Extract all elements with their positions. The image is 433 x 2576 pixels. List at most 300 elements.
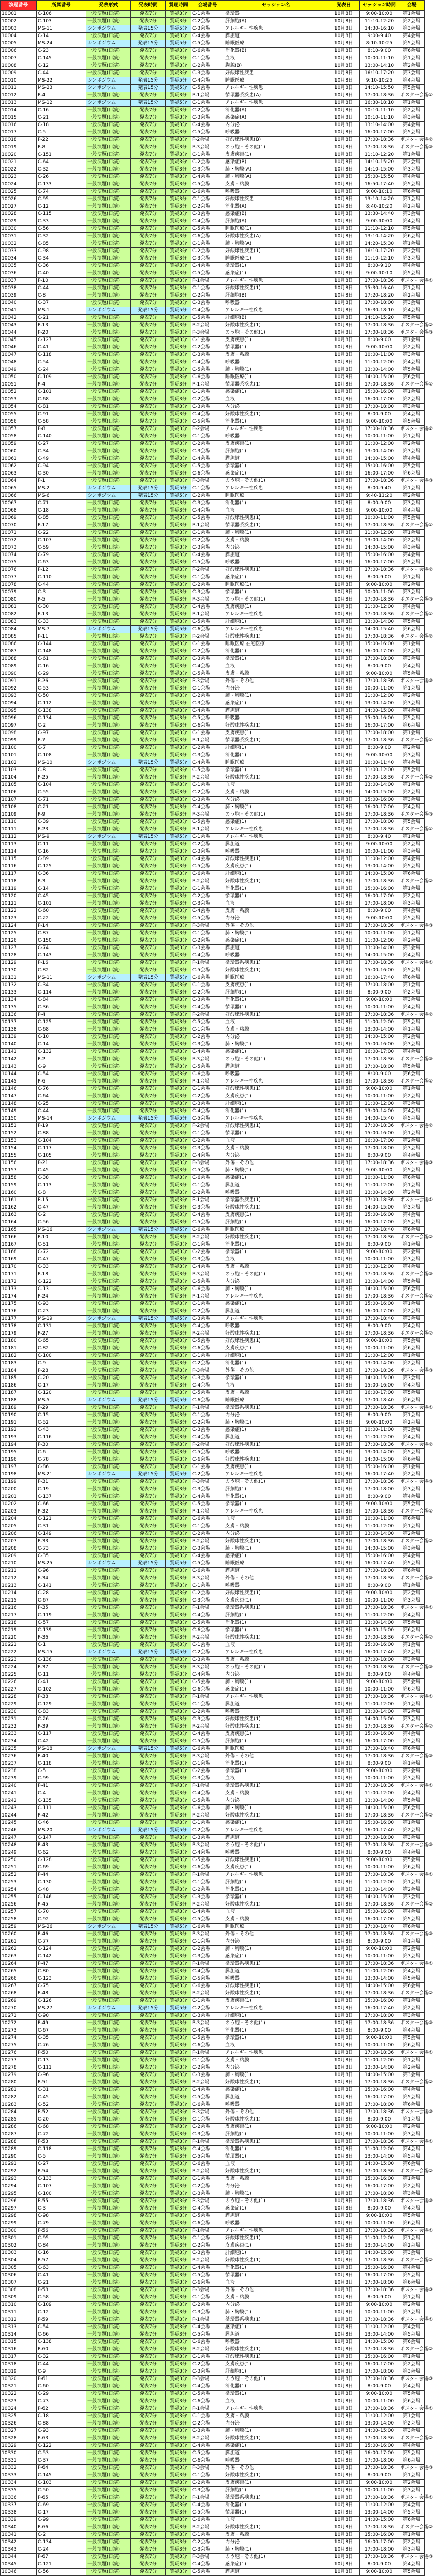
- table-row[interactable]: [1, 863, 425, 871]
- table-row[interactable]: [1, 1323, 425, 1330]
- table-row[interactable]: [1, 1019, 425, 1026]
- table-row[interactable]: [1, 2042, 425, 2050]
- table-row[interactable]: [1, 2205, 425, 2213]
- table-row[interactable]: [1, 1716, 425, 1723]
- table-row[interactable]: [1, 1842, 425, 1849]
- table-row[interactable]: [1, 411, 425, 418]
- table-row[interactable]: [1, 285, 425, 292]
- table-row[interactable]: [1, 226, 425, 233]
- table-row[interactable]: [1, 2368, 425, 2376]
- table-row[interactable]: [1, 1686, 425, 1694]
- table-row[interactable]: [1, 344, 425, 352]
- table-row[interactable]: [1, 1783, 425, 1790]
- table-row[interactable]: [1, 1768, 425, 1775]
- table-row[interactable]: [1, 596, 425, 604]
- table-row[interactable]: [1, 1219, 425, 1227]
- table-row[interactable]: [1, 730, 425, 737]
- table-row[interactable]: [1, 1998, 425, 2005]
- table-row[interactable]: [1, 366, 425, 374]
- table-row[interactable]: [1, 797, 425, 804]
- table-row[interactable]: [1, 960, 425, 967]
- table-row[interactable]: [1, 1797, 425, 1805]
- table-row[interactable]: [1, 515, 425, 522]
- table-row[interactable]: [1, 945, 425, 952]
- table-row[interactable]: [1, 2391, 425, 2398]
- table-row[interactable]: [1, 1427, 425, 1434]
- table-row[interactable]: [1, 1330, 425, 1338]
- table-row[interactable]: [1, 1316, 425, 1323]
- table-row[interactable]: [1, 1679, 425, 1686]
- table-row[interactable]: [1, 2228, 425, 2235]
- table-row[interactable]: [1, 1071, 425, 1078]
- table-row[interactable]: [1, 374, 425, 381]
- table-row[interactable]: [1, 2324, 425, 2331]
- table-row[interactable]: [1, 485, 425, 493]
- table-row[interactable]: [1, 478, 425, 485]
- table-row[interactable]: [1, 2072, 425, 2079]
- table-row[interactable]: [1, 233, 425, 240]
- table-row[interactable]: [1, 1493, 425, 1501]
- table-row[interactable]: [1, 2554, 425, 2561]
- table-row[interactable]: [1, 1938, 425, 1946]
- table-row[interactable]: [1, 1108, 425, 1115]
- table-row[interactable]: [1, 352, 425, 359]
- table-row[interactable]: [1, 1872, 425, 1879]
- table-row[interactable]: [1, 455, 425, 463]
- table-row[interactable]: [1, 1612, 425, 1620]
- table-row[interactable]: [1, 1382, 425, 1390]
- table-row[interactable]: [1, 915, 425, 923]
- table-row[interactable]: [1, 11, 425, 18]
- table-row[interactable]: [1, 1278, 425, 1286]
- table-row[interactable]: [1, 782, 425, 789]
- table-row[interactable]: [1, 2443, 425, 2450]
- table-row[interactable]: [1, 1434, 425, 1442]
- table-row[interactable]: [1, 1975, 425, 1983]
- table-row[interactable]: [1, 1012, 425, 1019]
- table-row[interactable]: [1, 559, 425, 567]
- table-row[interactable]: [1, 85, 425, 92]
- table-row[interactable]: [1, 1486, 425, 1493]
- table-row[interactable]: [1, 1167, 425, 1175]
- table-row[interactable]: [1, 544, 425, 552]
- table-row[interactable]: [1, 1523, 425, 1531]
- table-row[interactable]: [1, 2213, 425, 2220]
- table-row[interactable]: [1, 507, 425, 515]
- table-row[interactable]: [1, 1093, 425, 1101]
- table-row[interactable]: [1, 1916, 425, 1924]
- table-row[interactable]: [1, 1657, 425, 1664]
- table-row[interactable]: [1, 811, 425, 819]
- table-row[interactable]: [1, 1375, 425, 1382]
- table-row[interactable]: [1, 1642, 425, 1649]
- header-session-name[interactable]: セッション名: [224, 1, 328, 11]
- table-row[interactable]: [1, 2494, 425, 2502]
- table-row[interactable]: [1, 2190, 425, 2198]
- table-row[interactable]: [1, 1560, 425, 1568]
- table-row[interactable]: [1, 819, 425, 826]
- table-row[interactable]: [1, 1886, 425, 1894]
- table-row[interactable]: [1, 1990, 425, 1998]
- table-row[interactable]: [1, 2539, 425, 2546]
- table-row[interactable]: [1, 463, 425, 470]
- table-row[interactable]: [1, 25, 425, 33]
- table-row[interactable]: [1, 278, 425, 285]
- table-row[interactable]: [1, 1464, 425, 1471]
- table-row[interactable]: [1, 129, 425, 137]
- table-row[interactable]: [1, 470, 425, 478]
- table-row[interactable]: [1, 2146, 425, 2153]
- table-row[interactable]: [1, 181, 425, 189]
- table-row[interactable]: [1, 1582, 425, 1590]
- table-row[interactable]: [1, 1909, 425, 1916]
- table-row[interactable]: [1, 1709, 425, 1716]
- table-row[interactable]: [1, 159, 425, 166]
- table-row[interactable]: [1, 1575, 425, 1582]
- table-row[interactable]: [1, 166, 425, 174]
- table-row[interactable]: [1, 2027, 425, 2035]
- table-row[interactable]: [1, 1456, 425, 1464]
- table-row[interactable]: [1, 2272, 425, 2279]
- table-row[interactable]: [1, 908, 425, 915]
- header-qa-time[interactable]: 質疑時間: [166, 1, 191, 11]
- table-row[interactable]: [1, 759, 425, 767]
- table-row[interactable]: [1, 1063, 425, 1071]
- table-row[interactable]: [1, 381, 425, 389]
- table-row[interactable]: [1, 1968, 425, 1975]
- table-row[interactable]: [1, 2569, 425, 2576]
- table-row[interactable]: [1, 722, 425, 730]
- table-row[interactable]: [1, 1664, 425, 1671]
- table-row[interactable]: [1, 2354, 425, 2361]
- table-row[interactable]: [1, 2168, 425, 2176]
- table-row[interactable]: [1, 1004, 425, 1012]
- table-row[interactable]: [1, 2546, 425, 2554]
- table-row[interactable]: [1, 493, 425, 500]
- table-row[interactable]: [1, 144, 425, 151]
- table-row[interactable]: [1, 211, 425, 218]
- table-row[interactable]: [1, 530, 425, 537]
- table-row[interactable]: [1, 2257, 425, 2265]
- table-row[interactable]: [1, 1694, 425, 1701]
- table-row[interactable]: [1, 315, 425, 322]
- table-row[interactable]: [1, 77, 425, 85]
- table-row[interactable]: [1, 2346, 425, 2354]
- table-row[interactable]: [1, 589, 425, 596]
- table-row[interactable]: [1, 2517, 425, 2524]
- table-row[interactable]: [1, 2524, 425, 2532]
- table-row[interactable]: [1, 848, 425, 856]
- table-row[interactable]: [1, 700, 425, 708]
- table-row[interactable]: [1, 1041, 425, 1049]
- table-row[interactable]: [1, 500, 425, 507]
- table-row[interactable]: [1, 552, 425, 559]
- header-session-time[interactable]: セッション時間: [360, 1, 399, 11]
- table-row[interactable]: [1, 693, 425, 700]
- table-row[interactable]: [1, 1056, 425, 1063]
- table-row[interactable]: [1, 789, 425, 797]
- table-row[interactable]: [1, 1471, 425, 1479]
- table-row[interactable]: [1, 1634, 425, 1642]
- table-row[interactable]: [1, 2302, 425, 2309]
- table-row[interactable]: [1, 871, 425, 878]
- table-row[interactable]: [1, 18, 425, 25]
- table-row[interactable]: [1, 804, 425, 811]
- table-row[interactable]: [1, 2153, 425, 2161]
- table-row[interactable]: [1, 2087, 425, 2094]
- table-row[interactable]: [1, 2398, 425, 2405]
- table-row[interactable]: [1, 92, 425, 100]
- table-row[interactable]: [1, 1835, 425, 1842]
- table-row[interactable]: [1, 2532, 425, 2539]
- table-row[interactable]: [1, 1775, 425, 1783]
- table-row[interactable]: [1, 2220, 425, 2228]
- table-row[interactable]: [1, 670, 425, 678]
- table-row[interactable]: [1, 1390, 425, 1397]
- table-row[interactable]: [1, 122, 425, 129]
- table-row[interactable]: [1, 2124, 425, 2131]
- table-row[interactable]: [1, 752, 425, 759]
- table-row[interactable]: [1, 1086, 425, 1093]
- table-row[interactable]: [1, 856, 425, 863]
- table-row[interactable]: [1, 1605, 425, 1612]
- table-row[interactable]: [1, 2316, 425, 2324]
- table-row[interactable]: [1, 982, 425, 989]
- table-row[interactable]: [1, 1397, 425, 1405]
- table-row[interactable]: [1, 626, 425, 633]
- table-row[interactable]: [1, 137, 425, 144]
- table-row[interactable]: [1, 1197, 425, 1204]
- table-row[interactable]: [1, 2064, 425, 2072]
- table-row[interactable]: [1, 715, 425, 722]
- table-row[interactable]: [1, 989, 425, 997]
- table-row[interactable]: [1, 1508, 425, 1516]
- table-row[interactable]: [1, 1531, 425, 1538]
- table-row[interactable]: [1, 2413, 425, 2420]
- table-row[interactable]: [1, 567, 425, 574]
- table-row[interactable]: [1, 1805, 425, 1812]
- table-row[interactable]: [1, 2012, 425, 2020]
- table-row[interactable]: [1, 1034, 425, 1041]
- table-row[interactable]: [1, 107, 425, 114]
- table-row[interactable]: [1, 1353, 425, 1360]
- table-row[interactable]: [1, 1338, 425, 1345]
- table-row[interactable]: [1, 248, 425, 255]
- table-row[interactable]: [1, 1101, 425, 1108]
- table-row[interactable]: [1, 1760, 425, 1768]
- table-row[interactable]: [1, 1286, 425, 1293]
- table-row[interactable]: [1, 522, 425, 530]
- table-row[interactable]: [1, 967, 425, 974]
- header-room-number[interactable]: 会場番号: [191, 1, 224, 11]
- table-row[interactable]: [1, 1597, 425, 1605]
- table-row[interactable]: [1, 1412, 425, 1419]
- table-row[interactable]: [1, 426, 425, 433]
- table-row[interactable]: [1, 1701, 425, 1709]
- table-row[interactable]: [1, 2428, 425, 2435]
- table-row[interactable]: [1, 952, 425, 960]
- table-row[interactable]: [1, 937, 425, 945]
- table-row[interactable]: [1, 1516, 425, 1523]
- table-row[interactable]: [1, 2265, 425, 2272]
- table-row[interactable]: [1, 2376, 425, 2383]
- table-row[interactable]: [1, 1738, 425, 1746]
- table-row[interactable]: [1, 1264, 425, 1271]
- table-row[interactable]: [1, 1501, 425, 1508]
- table-row[interactable]: [1, 663, 425, 670]
- header-abstract-number[interactable]: 演題番号: [1, 1, 37, 11]
- table-row[interactable]: [1, 611, 425, 619]
- table-row[interactable]: [1, 1946, 425, 1953]
- table-row[interactable]: [1, 1293, 425, 1301]
- table-row[interactable]: [1, 1227, 425, 1234]
- table-row[interactable]: [1, 2242, 425, 2250]
- table-row[interactable]: [1, 1115, 425, 1123]
- table-row[interactable]: [1, 1568, 425, 1575]
- table-row[interactable]: [1, 2339, 425, 2346]
- table-row[interactable]: [1, 189, 425, 196]
- table-row[interactable]: [1, 1627, 425, 1634]
- table-row[interactable]: [1, 2005, 425, 2012]
- table-row[interactable]: [1, 604, 425, 611]
- table-row[interactable]: [1, 2457, 425, 2465]
- table-row[interactable]: [1, 1857, 425, 1864]
- table-row[interactable]: [1, 1953, 425, 1961]
- table-row[interactable]: [1, 1367, 425, 1375]
- table-row[interactable]: [1, 2309, 425, 2316]
- table-row[interactable]: [1, 196, 425, 203]
- table-row[interactable]: [1, 1479, 425, 1486]
- table-row[interactable]: [1, 1301, 425, 1308]
- table-row[interactable]: [1, 1026, 425, 1034]
- table-row[interactable]: [1, 2131, 425, 2139]
- table-row[interactable]: [1, 263, 425, 270]
- table-row[interactable]: [1, 1345, 425, 1353]
- table-row[interactable]: [1, 685, 425, 693]
- table-row[interactable]: [1, 1256, 425, 1264]
- table-row[interactable]: [1, 648, 425, 656]
- table-row[interactable]: [1, 885, 425, 893]
- table-row[interactable]: [1, 708, 425, 715]
- table-row[interactable]: [1, 923, 425, 930]
- table-row[interactable]: [1, 2079, 425, 2087]
- table-row[interactable]: [1, 1130, 425, 1138]
- table-row[interactable]: [1, 389, 425, 396]
- table-row[interactable]: [1, 62, 425, 70]
- table-row[interactable]: [1, 448, 425, 455]
- table-row[interactable]: [1, 900, 425, 908]
- table-row[interactable]: [1, 893, 425, 900]
- table-row[interactable]: [1, 1405, 425, 1412]
- table-row[interactable]: [1, 1160, 425, 1167]
- table-row[interactable]: [1, 307, 425, 315]
- header-presentation-time[interactable]: 発表時間: [131, 1, 166, 11]
- table-row[interactable]: [1, 1442, 425, 1449]
- table-row[interactable]: [1, 826, 425, 834]
- table-row[interactable]: [1, 418, 425, 426]
- table-row[interactable]: [1, 1879, 425, 1886]
- table-row[interactable]: [1, 1620, 425, 1627]
- table-row[interactable]: [1, 1553, 425, 1560]
- table-row[interactable]: [1, 2250, 425, 2257]
- table-row[interactable]: [1, 878, 425, 885]
- table-row[interactable]: [1, 48, 425, 55]
- table-row[interactable]: [1, 974, 425, 982]
- table-row[interactable]: [1, 633, 425, 641]
- table-row[interactable]: [1, 1864, 425, 1872]
- table-row[interactable]: [1, 1049, 425, 1056]
- table-row[interactable]: [1, 1827, 425, 1835]
- table-row[interactable]: [1, 737, 425, 745]
- table-row[interactable]: [1, 2020, 425, 2027]
- table-row[interactable]: [1, 1152, 425, 1160]
- table-row[interactable]: [1, 997, 425, 1004]
- table-row[interactable]: [1, 841, 425, 848]
- header-venue[interactable]: 会場: [399, 1, 425, 11]
- table-row[interactable]: [1, 1145, 425, 1152]
- table-row[interactable]: [1, 240, 425, 248]
- table-row[interactable]: [1, 582, 425, 589]
- table-row[interactable]: [1, 114, 425, 122]
- table-row[interactable]: [1, 1271, 425, 1278]
- table-row[interactable]: [1, 292, 425, 300]
- table-row[interactable]: [1, 337, 425, 344]
- table-row[interactable]: [1, 1123, 425, 1130]
- table-row[interactable]: [1, 1812, 425, 1820]
- table-row[interactable]: [1, 2050, 425, 2057]
- table-row[interactable]: [1, 1078, 425, 1086]
- table-row[interactable]: [1, 100, 425, 107]
- table-row[interactable]: [1, 2480, 425, 2487]
- table-row[interactable]: [1, 1234, 425, 1241]
- table-row[interactable]: [1, 329, 425, 337]
- table-row[interactable]: [1, 1249, 425, 1256]
- table-row[interactable]: [1, 2465, 425, 2472]
- table-row[interactable]: [1, 2405, 425, 2413]
- table-row[interactable]: [1, 1849, 425, 1857]
- table-row[interactable]: [1, 678, 425, 685]
- table-row[interactable]: [1, 767, 425, 774]
- table-row[interactable]: [1, 1753, 425, 1760]
- table-row[interactable]: [1, 2294, 425, 2302]
- table-row[interactable]: [1, 300, 425, 307]
- table-row[interactable]: [1, 270, 425, 278]
- table-row[interactable]: [1, 930, 425, 937]
- table-row[interactable]: [1, 255, 425, 263]
- table-row[interactable]: [1, 2420, 425, 2428]
- table-row[interactable]: [1, 1212, 425, 1219]
- table-row[interactable]: [1, 359, 425, 366]
- table-row[interactable]: [1, 2383, 425, 2391]
- table-row[interactable]: [1, 2176, 425, 2183]
- table-row[interactable]: [1, 174, 425, 181]
- table-row[interactable]: [1, 656, 425, 663]
- table-row[interactable]: [1, 1360, 425, 1367]
- table-row[interactable]: [1, 2198, 425, 2205]
- table-row[interactable]: [1, 1419, 425, 1427]
- table-row[interactable]: [1, 1723, 425, 1731]
- table-row[interactable]: [1, 1731, 425, 1738]
- table-row[interactable]: [1, 2487, 425, 2494]
- table-row[interactable]: [1, 396, 425, 404]
- table-row[interactable]: [1, 1308, 425, 1316]
- table-row[interactable]: [1, 619, 425, 626]
- table-row[interactable]: [1, 2109, 425, 2116]
- table-row[interactable]: [1, 33, 425, 40]
- table-row[interactable]: [1, 1931, 425, 1938]
- table-row[interactable]: [1, 1924, 425, 1931]
- table-row[interactable]: [1, 1746, 425, 1753]
